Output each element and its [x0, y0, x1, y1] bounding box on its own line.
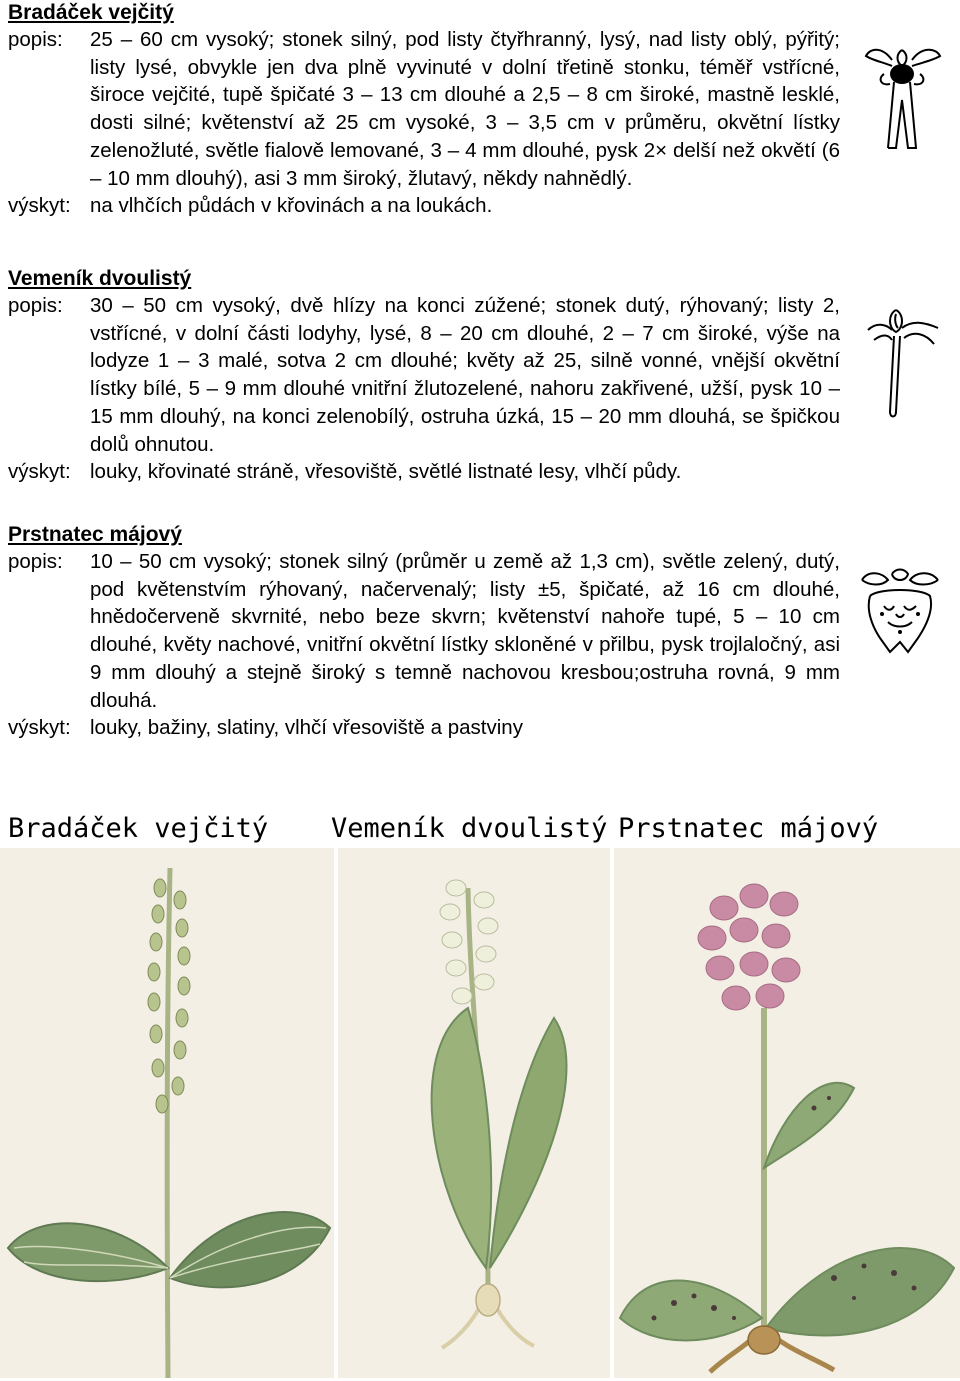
- description-text: 25 – 60 cm vysoký; stonek silný, pod listy čtyřhranný, lysý, nad listy oblý, pýřitý; listy lysé, obvykle jen dva plně vyvinuté v dolní třetině stonku, téměř vstřícné, široce vejčité, tupě špičaté 3 – 13 cm dlouhé a 2,5 – 8 cm široké, mastně lesklé, dosti silné; květenství až 25 cm vysoké, 3 – 3,5 cm v průměru, okvětní lístky zelenožluté, světle fialově lemované, 3 – 4 mm dlouhé, pysk 2× delší než okvětí (6 – 10 mm dlouhý), asi 3 mm široký, žlutavý, někdy nahnědlý.: [90, 28, 840, 190]
- occurrence-text: louky, křovinaté stráně, vřesoviště, světlé listnaté lesy, vlhčí půdy.: [90, 460, 682, 484]
- occurrence-row: [8, 458, 840, 486]
- bradacek-illustration: [0, 848, 334, 1378]
- prstnatec-flower-sketch-icon: [858, 566, 942, 656]
- bradacek-flower-sketch-icon: [862, 38, 944, 150]
- description-text: 10 – 50 cm vysoký; stonek silný (průměr u země až 1,3 cm), světle zelený, dutý, pod květenstvím rýhovaný, načervenalý; listy ±5, špičaté, až 16 cm dlouhé, hnědočerveně skvrnité, nebo beze skvrn; květenství nahoře tupé, 5 – 10 cm dlouhé, květy nachové, vnitřní okvětní lístky skloněné v přilbu, pysk trojlaločný, asi 9 mm dlouhý a stejně široký s temně nachovou kresbou;ostruha rovná, 9 mm dlouhá.: [90, 550, 840, 712]
- species-section-prstnatec: [8, 522, 840, 742]
- plate-caption: Bradáček vejčitý: [8, 813, 269, 844]
- occurrence-text: louky, bažiny, slatiny, vlhčí vřesoviště a pastviny: [90, 716, 523, 740]
- plate-caption: Vemeník dvoulistý: [331, 813, 608, 844]
- description-row: [8, 292, 840, 458]
- description-label: popis:: [8, 28, 63, 51]
- species-title: Prstnatec májový: [8, 523, 182, 546]
- occurrence-label: výskyt:: [8, 194, 71, 218]
- species-title: Vemeník dvoulistý: [8, 267, 192, 290]
- occurrence-row: [8, 714, 840, 742]
- plate-caption: Prstnatec májový: [618, 813, 879, 844]
- prstnatec-plant-icon: [614, 848, 960, 1378]
- occurrence-label: výskyt:: [8, 716, 71, 740]
- description-row: [8, 26, 840, 192]
- species-section-bradacek: [8, 0, 840, 220]
- description-label: popis:: [8, 550, 63, 573]
- description-text: 30 – 50 cm vysoký, dvě hlízy na konci zúžené; stonek dutý, rýhovaný; listy 2, vstřícné, v dolní části lodyhy, lysé, 8 – 20 cm dlouhé, 2 – 7 cm široké, výše na lodyze 1 – 3 malé, sotva 2 cm dlouhé; květy až 25, silně vonné, vnější okvětní lístky bílé, 5 – 9 mm dlouhé vnitřní žlutozelené, nahoru zakřivené, užší, pysk 10 – 15 mm dlouhý, na konci zelenobílý, ostruha úzká, 15 – 20 mm dlouhá, se špičkou dolů ohnutou.: [90, 294, 840, 456]
- occurrence-row: [8, 192, 840, 220]
- description-row: [8, 548, 840, 714]
- vemenik-flower-sketch-icon: [866, 300, 940, 422]
- prstnatec-illustration: [614, 848, 960, 1378]
- vemenik-illustration: [338, 848, 610, 1378]
- bradacek-plant-icon: [0, 848, 334, 1378]
- species-section-vemenik: [8, 266, 840, 486]
- vemenik-plant-icon: [338, 848, 610, 1378]
- species-title: Bradáček vejčitý: [8, 1, 174, 24]
- description-label: popis:: [8, 294, 63, 317]
- occurrence-text: na vlhčích půdách v křovinách a na loukách.: [90, 194, 493, 218]
- occurrence-label: výskyt:: [8, 460, 71, 484]
